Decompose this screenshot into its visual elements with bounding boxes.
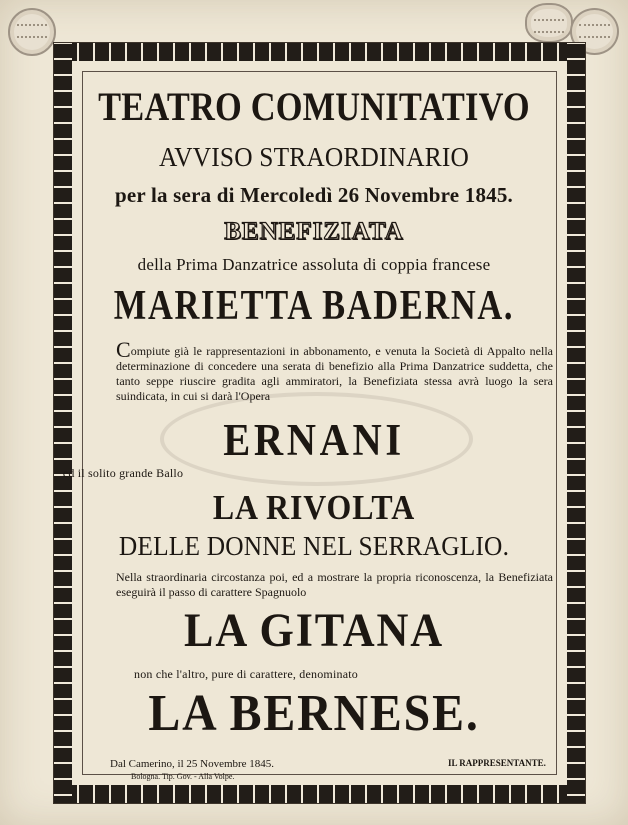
- benefit-description: [116, 337, 553, 404]
- ballet-title-secondary: DELLE DONNE NEL SERRAGLIO.: [118, 531, 510, 561]
- footer-date: Dal Camerino, il 25 Novembre 1845.: [110, 758, 275, 770]
- benefit-description-text: ompiute già le rappresentazioni in abbonamento, e venuta la Società di Appalto nella determinazione di concedere una serata di benefizio alla Prima Danzatrice suddetta, che tanto seppe riuscire gradita agli ammiratori, la Benefiziata stessa avrà luogo la sera suindicata, in cui si darà l'Opera: [116, 344, 553, 403]
- drop-cap: C: [116, 337, 131, 362]
- seal-stamp-left: [8, 8, 56, 56]
- ballet-title-primary: LA RIVOLTA: [212, 488, 416, 527]
- opera-title: ERNANI: [223, 415, 405, 465]
- dancer-introduction: della Prima Danzatrice assoluta di coppia francese: [137, 255, 491, 274]
- theatre-title: TEATRO COMUNITATIVO: [98, 84, 530, 129]
- bernese-dance-title: LA BERNESE.: [148, 685, 480, 742]
- dance-description: Nella straordinaria circostanza poi, ed a mostrare la propria riconoscenza, la Benefiziata eseguirà il passo di carattere Spagnuolo: [116, 570, 553, 599]
- gitana-dance-title: LA GITANA: [184, 604, 444, 657]
- benefit-heading: BENEFIZIATA: [224, 218, 404, 245]
- seal-stamp-middle: [525, 3, 573, 43]
- border-bottom: [54, 785, 585, 803]
- notice-subtitle: AVVISO STRAORDINARIO: [159, 142, 469, 172]
- ballet-introduction: ed il solito grande Ballo: [62, 466, 184, 480]
- printer-credit: Bologna. Tip. Gov. - Alla Volpe.: [131, 772, 235, 781]
- dancer-name: MARIETTA BADERNA.: [113, 283, 515, 329]
- second-dance-introduction: non che l'altro, pure di carattere, denominato: [134, 667, 358, 681]
- border-top: [54, 43, 585, 61]
- footer-representative: IL RAPPRESENTANTE.: [448, 758, 546, 768]
- performance-date: per la sera di Mercoledì 26 Novembre 1845.: [115, 183, 513, 207]
